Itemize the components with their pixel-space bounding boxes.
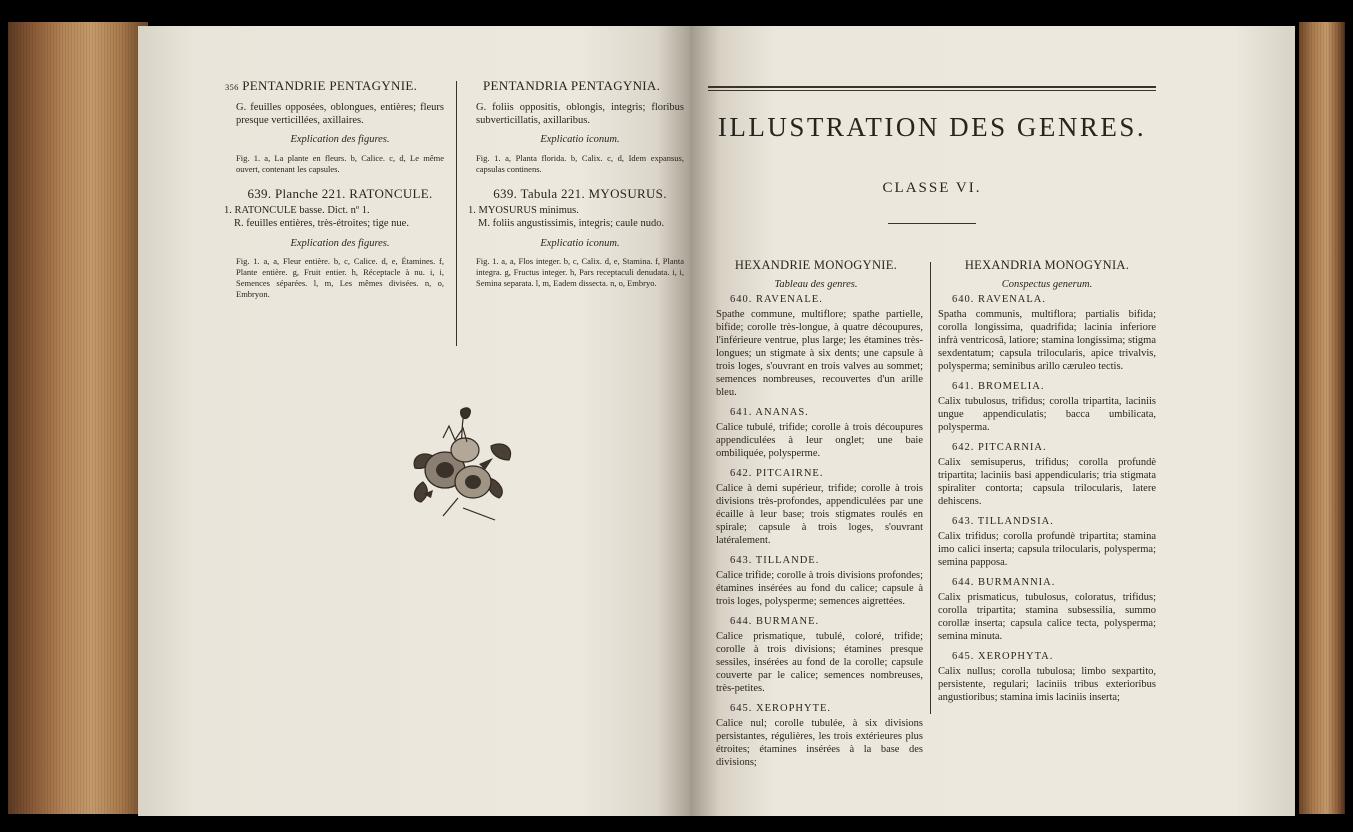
page-number: 356 — [225, 82, 239, 92]
expl2-la: Explicatio iconum. — [540, 238, 620, 249]
entry-fr — [716, 616, 923, 695]
entry-title: 643. TILLANDE. — [730, 555, 820, 566]
entry-text: Spathe commune, multiflore; spathe partielle, bifide; corolle très-longue, à quatre découpures, l'inférieure ventrue, plus large; les étamines très-longues; un stigmate à six dents; une capsule à trois loges, s'ouvrant en trois valves au sommet; semences nombreuses, recouvertes d'un arille bleu. — [716, 309, 923, 398]
entry-fr — [716, 555, 923, 608]
fig-la: Fig. 1. a, Planta florida. b, Calix. c, d, Idem expansus, capsulas continens. — [476, 153, 684, 174]
entry-fr — [716, 468, 923, 547]
entry-fr — [716, 407, 923, 460]
species-fr: 1. RATONCULE basse. Dict. nº 1. — [224, 205, 370, 216]
entry-text: Calix trifidus; corolla profundè tripartita; stamina imo calici inserta; capsula trilocularis, polysperma; semina papposa. — [938, 531, 1156, 568]
col-la-subheader: Conspectus generum. — [1001, 279, 1093, 290]
expl2-fr: Explication des figures. — [290, 238, 390, 249]
entry-la — [938, 651, 1156, 704]
entry-text: Calice à demi supérieur, trifide; corolle à trois divisions très-profondes, appendiculées par une écaille à leur base; trois stigmates roulés en spirale; capsule à trois loges, s'ouvrant latéralement. — [716, 483, 923, 546]
column-divider — [456, 81, 457, 346]
entry-text: Calice nul; corolle tubulée, à six divisions persistantes, régulières, les trois extérieures plus étroites; étamines insérées à la base des divisions; — [716, 718, 923, 768]
entry-la — [938, 577, 1156, 643]
entry-text: Calice tubulé, trifide; corolle à trois découpures appendiculées à leur onglet; une baie ombiliquée, polysperme. — [716, 422, 923, 459]
header-la: PENTANDRIA PENTAGYNIA. — [483, 78, 661, 93]
page-title: ILLUSTRATION DES GENRES. — [717, 112, 1147, 142]
col-fr-header: HEXANDRIE MONOGYNIE. — [734, 258, 898, 272]
entry-text: Calix prismaticus, tubulosus, coloratus, trifidus; corolla tripartita; stamina subsessilia, summo corollæ inserta; capsula calice tecta, polysperma; semina minuta. — [938, 592, 1156, 642]
right-page — [690, 26, 1295, 816]
book-edge-left — [8, 22, 148, 814]
entry-la — [938, 294, 1156, 373]
expl-la: Explicatio iconum. — [540, 134, 620, 145]
entry-la — [938, 381, 1156, 434]
entry-title: 645. XEROPHYTA. — [952, 651, 1054, 662]
entries-la — [938, 294, 1156, 704]
entry-title: 645. XEROPHYTE. — [730, 703, 832, 714]
short-rule — [888, 223, 976, 224]
desc-la: G. foliis oppositis, oblongis, integris; floribus subverticillatis, axillaribus. — [476, 102, 684, 126]
species-la: 1. MYOSURUS minimus. — [468, 205, 579, 216]
entry-fr — [716, 294, 923, 399]
class-heading: CLASSE VI. — [882, 180, 982, 196]
entry-text: Calice prismatique, tubulé, coloré, trifide; corolle à trois divisions; étamines presque sessiles, insérées au fond de la corolle; capsule couverte par le calice; semences nombreuses, très-petites. — [716, 631, 923, 694]
fig-fr: Fig. 1. a, La plante en fleurs. b, Calice. c, d, Le même ouvert, contenant les capsules. — [236, 153, 444, 174]
entry-title: 644. BURMANE. — [730, 616, 820, 627]
fig2-fr: Fig. 1. a, a, Fleur entière. b, c, Calice. d, e, Étamines. f, Plante entière. g, Fruit entier. h, Réceptacle à nu. i, i, Semences séparées. l, m, Les mêmes divisées. n, o, Embryon. — [236, 256, 444, 299]
entry-text: Spatha communis, multiflora; partialis bifida; corolla longissima, quadrifida; lacinia inferiore infrà ventricosâ, latiore; stamina longissima; stigma sexdentatum; capsula trilocularis, apice trivalvis, polysperma; seminibus arillo cæruleo tectis. — [938, 309, 1156, 372]
entry-title: 643. TILLANDSIA. — [952, 516, 1054, 527]
fig2-la: Fig. 1. a, a, Flos integer. b, c, Calix. d, e, Stamina. f, Planta integra. g, Fructus integer. h, Pars receptaculi denudata. i, i, Semina separata. l, m, Eadem dissecta. n, o, Embryo. — [476, 256, 684, 288]
book-edge-right — [1299, 22, 1345, 814]
genus-fr: 639. Planche 221. RATONCULE. — [247, 186, 433, 201]
genus-la: 639. Tabula 221. MYOSURUS. — [493, 186, 667, 201]
desc-fr: G. feuilles opposées, oblongues, entières; fleurs presque verticillées, axillaires. — [236, 102, 444, 126]
floral-vignette-ornament — [403, 398, 523, 523]
entries-fr — [716, 294, 923, 769]
species-desc-la: M. foliis angustissimis, integris; caule nudo. — [478, 218, 665, 229]
col-fr-subheader: Tableau des genres. — [774, 279, 858, 290]
left-page-heading — [225, 78, 417, 94]
top-rule-thick — [708, 86, 1156, 88]
left-page — [138, 26, 690, 816]
entry-title: 640. RAVENALE. — [730, 294, 823, 305]
entry-text: Calice trifide; corolle à trois divisions profondes; étamines insérées au fond du calice; capsule à trois loges, polysperme; semences aigrettées. — [716, 570, 923, 607]
entry-title: 641. BROMELIA. — [952, 381, 1045, 392]
header-fr: PENTANDRIE PENTAGYNIE. — [242, 78, 418, 93]
column-divider-right — [930, 262, 931, 714]
entry-la — [938, 442, 1156, 508]
top-rule-thin — [708, 90, 1156, 91]
entry-fr — [716, 703, 923, 769]
entry-text: Calix semisuperus, trifidus; corolla profundè tripartita; laciniis basi appendicularis; tria stigmata spiraliter contorta; capsula trilocularis, latere dehiscens. — [938, 457, 1156, 507]
entry-text: Calix nullus; corolla tubulosa; limbo sexpartito, persistente, regulari; laciniis tribus exterioribus angustioribus; stamina imis laciniis inserta; — [938, 666, 1156, 703]
expl-fr: Explication des figures. — [290, 134, 390, 145]
entry-title: 644. BURMANNIA. — [952, 577, 1056, 588]
entry-title: 640. RAVENALA. — [952, 294, 1047, 305]
entry-title: 642. PITCAIRNE. — [730, 468, 824, 479]
entry-title: 642. PITCARNIA. — [952, 442, 1047, 453]
col-la-header: HEXANDRIA MONOGYNIA. — [964, 258, 1130, 272]
entry-text: Calix tubulosus, trifidus; corolla tripartita, laciniis ungue appendiculatis; bacca umbilicata, polysperma. — [938, 396, 1156, 433]
entry-la — [938, 516, 1156, 569]
entry-title: 641. ANANAS. — [730, 407, 809, 418]
species-desc-fr: R. feuilles entières, très-étroites; tige nue. — [234, 218, 409, 229]
